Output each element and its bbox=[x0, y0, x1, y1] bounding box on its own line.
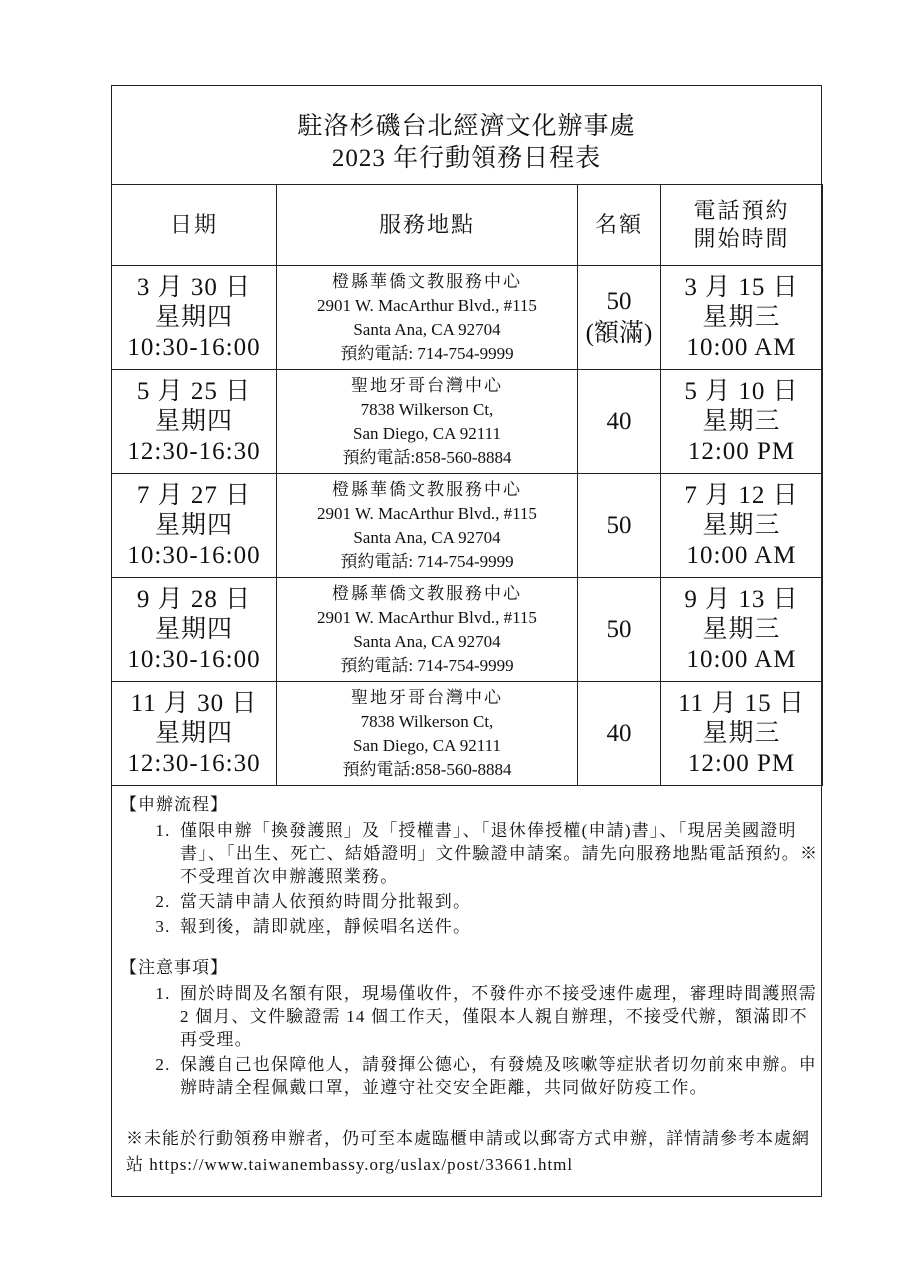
date-cell bbox=[112, 578, 277, 682]
event-time: 12:30-16:30 bbox=[127, 749, 261, 777]
place-cell bbox=[277, 474, 578, 578]
booking-date: 5 月 10 日 bbox=[684, 377, 799, 405]
booking-time: 12:00 PM bbox=[687, 749, 796, 777]
booking-start-cell bbox=[661, 474, 823, 578]
table-row bbox=[112, 370, 823, 474]
event-date: 3 月 30 日 bbox=[136, 273, 252, 301]
event-weekday: 星期四 bbox=[154, 407, 233, 435]
booking-date: 3 月 15 日 bbox=[684, 273, 799, 301]
booking-weekday: 星期三 bbox=[702, 511, 781, 539]
event-date: 5 月 25 日 bbox=[136, 377, 252, 405]
place-name: 橙縣華僑文教服務中心 bbox=[332, 271, 522, 291]
list-item: 1. 僅限申辦「換發護照」及「授權書」、「退休俸授權(申請)書」、「現居美國證明書」、「出生、死亡、結婚證明」文件驗證申請案。請先向服務地點電話預約。※不受理首次申辦護照業務。 bbox=[176, 819, 820, 888]
place-cell bbox=[277, 578, 578, 682]
booking-time: 10:00 AM bbox=[686, 645, 797, 673]
booking-weekday: 星期三 bbox=[702, 407, 781, 435]
booking-date: 7 月 12 日 bbox=[684, 481, 799, 509]
document-frame bbox=[111, 85, 822, 1197]
event-time: 12:30-16:30 bbox=[127, 437, 261, 465]
event-date: 9 月 28 日 bbox=[136, 585, 252, 613]
booking-start-cell bbox=[661, 682, 823, 786]
quota-value: 40 bbox=[606, 719, 632, 747]
table-row bbox=[112, 474, 823, 578]
header-booking bbox=[661, 185, 823, 266]
address-line1: 7838 Wilkerson Ct, bbox=[360, 399, 494, 419]
address-line1: 2901 W. MacArthur Blvd., #115 bbox=[317, 607, 537, 627]
quota-cell bbox=[578, 682, 661, 786]
place-name: 橙縣華僑文教服務中心 bbox=[332, 583, 522, 603]
date-cell bbox=[112, 682, 277, 786]
notes-title: 【注意事項】 bbox=[120, 958, 228, 977]
booking-weekday: 星期三 bbox=[702, 615, 781, 643]
list-item: 1. 囿於時間及名額有限，現場僅收件，不發件亦不接受速件處理，審理時間護照需 2 個月、文件驗證需 14 個工作天，僅限本人親自辦理，不接受代辦，額滿即不再受理。 bbox=[176, 982, 820, 1051]
event-weekday: 星期四 bbox=[154, 719, 233, 747]
process-section bbox=[120, 793, 820, 940]
address-line2: Santa Ana, CA 92704 bbox=[353, 631, 501, 651]
office-title: 駐洛杉磯台北經濟文化辦事處 bbox=[297, 113, 636, 140]
booking-phone: 預約電話:858-560-8884 bbox=[342, 447, 512, 467]
address-line2: San Diego, CA 92111 bbox=[353, 735, 501, 755]
footnote: ※未能於行動領務申辦者，仍可至本處臨櫃申請或以郵寄方式申辦，詳情請參考本處網站 https://www.taiwanembassy.org/uslax/post/33661.html bbox=[126, 1129, 810, 1174]
address-line1: 7838 Wilkerson Ct, bbox=[360, 711, 494, 731]
quota-value: 50 bbox=[606, 287, 632, 315]
event-weekday: 星期四 bbox=[154, 511, 233, 539]
date-cell bbox=[112, 266, 277, 370]
booking-time: 12:00 PM bbox=[687, 437, 796, 465]
place-name: 橙縣華僑文教服務中心 bbox=[332, 479, 522, 499]
header-place: 服務地點 bbox=[277, 185, 578, 266]
quota-value: 40 bbox=[606, 407, 632, 435]
quota-cell bbox=[578, 578, 661, 682]
event-time: 10:30-16:00 bbox=[127, 541, 261, 569]
quota-value: 50 bbox=[606, 511, 632, 539]
table-header-row bbox=[112, 185, 823, 266]
booking-time: 10:00 AM bbox=[686, 333, 797, 361]
process-title: 【申辦流程】 bbox=[120, 795, 228, 814]
booking-time: 10:00 AM bbox=[686, 541, 797, 569]
quota-cell bbox=[578, 370, 661, 474]
address-line2: San Diego, CA 92111 bbox=[353, 423, 501, 443]
header-date: 日期 bbox=[112, 185, 277, 266]
title-block bbox=[112, 86, 821, 185]
notes-section bbox=[120, 956, 820, 1101]
date-cell bbox=[112, 370, 277, 474]
event-time: 10:30-16:00 bbox=[127, 333, 261, 361]
booking-start-cell bbox=[661, 266, 823, 370]
table-row bbox=[112, 578, 823, 682]
booking-phone: 預約電話: 714-754-9999 bbox=[340, 655, 514, 675]
event-date: 7 月 27 日 bbox=[136, 481, 252, 509]
booking-date: 11 月 15 日 bbox=[678, 689, 805, 717]
booking-start-cell bbox=[661, 370, 823, 474]
list-item: 2. 保護自己也保障他人，請發揮公德心，有發燒及咳嗽等症狀者切勿前來申辦。申辦時請全程佩戴口罩，並遵守社交安全距離，共同做好防疫工作。 bbox=[176, 1053, 820, 1099]
place-cell bbox=[277, 370, 578, 474]
quota-cell bbox=[578, 474, 661, 578]
place-name: 聖地牙哥台灣中心 bbox=[351, 687, 503, 707]
booking-phone: 預約電話:858-560-8884 bbox=[342, 759, 512, 779]
booking-weekday: 星期三 bbox=[702, 303, 781, 331]
booking-phone: 預約電話: 714-754-9999 bbox=[340, 551, 514, 571]
booking-phone: 預約電話: 714-754-9999 bbox=[340, 343, 514, 363]
address-line1: 2901 W. MacArthur Blvd., #115 bbox=[317, 503, 537, 523]
header-quota: 名額 bbox=[578, 185, 661, 266]
list-item: 3. 報到後，請即就座，靜候唱名送件。 bbox=[176, 915, 820, 938]
header-booking-line1: 電話預約 bbox=[693, 198, 790, 223]
quota-value: 50 bbox=[606, 615, 632, 643]
event-time: 10:30-16:00 bbox=[127, 645, 261, 673]
list-item: 2. 當天請申請人依預約時間分批報到。 bbox=[176, 890, 820, 913]
booking-date: 9 月 13 日 bbox=[684, 585, 799, 613]
quota-note: (額滿) bbox=[585, 319, 653, 347]
event-weekday: 星期四 bbox=[154, 303, 233, 331]
quota-cell bbox=[578, 266, 661, 370]
address-line2: Santa Ana, CA 92704 bbox=[353, 527, 501, 547]
table-row bbox=[112, 266, 823, 370]
place-name: 聖地牙哥台灣中心 bbox=[351, 375, 503, 395]
schedule-table bbox=[111, 184, 823, 786]
table-row bbox=[112, 682, 823, 786]
place-cell bbox=[277, 266, 578, 370]
address-line2: Santa Ana, CA 92704 bbox=[353, 319, 501, 339]
booking-start-cell bbox=[661, 578, 823, 682]
place-cell bbox=[277, 682, 578, 786]
event-weekday: 星期四 bbox=[154, 615, 233, 643]
process-list bbox=[120, 819, 820, 938]
date-cell bbox=[112, 474, 277, 578]
notes-list bbox=[120, 982, 820, 1099]
booking-weekday: 星期三 bbox=[702, 719, 781, 747]
event-date: 11 月 30 日 bbox=[130, 689, 258, 717]
address-line1: 2901 W. MacArthur Blvd., #115 bbox=[317, 295, 537, 315]
schedule-title: 2023 年行動領務日程表 bbox=[331, 145, 602, 172]
header-booking-line2: 開始時間 bbox=[693, 226, 790, 251]
